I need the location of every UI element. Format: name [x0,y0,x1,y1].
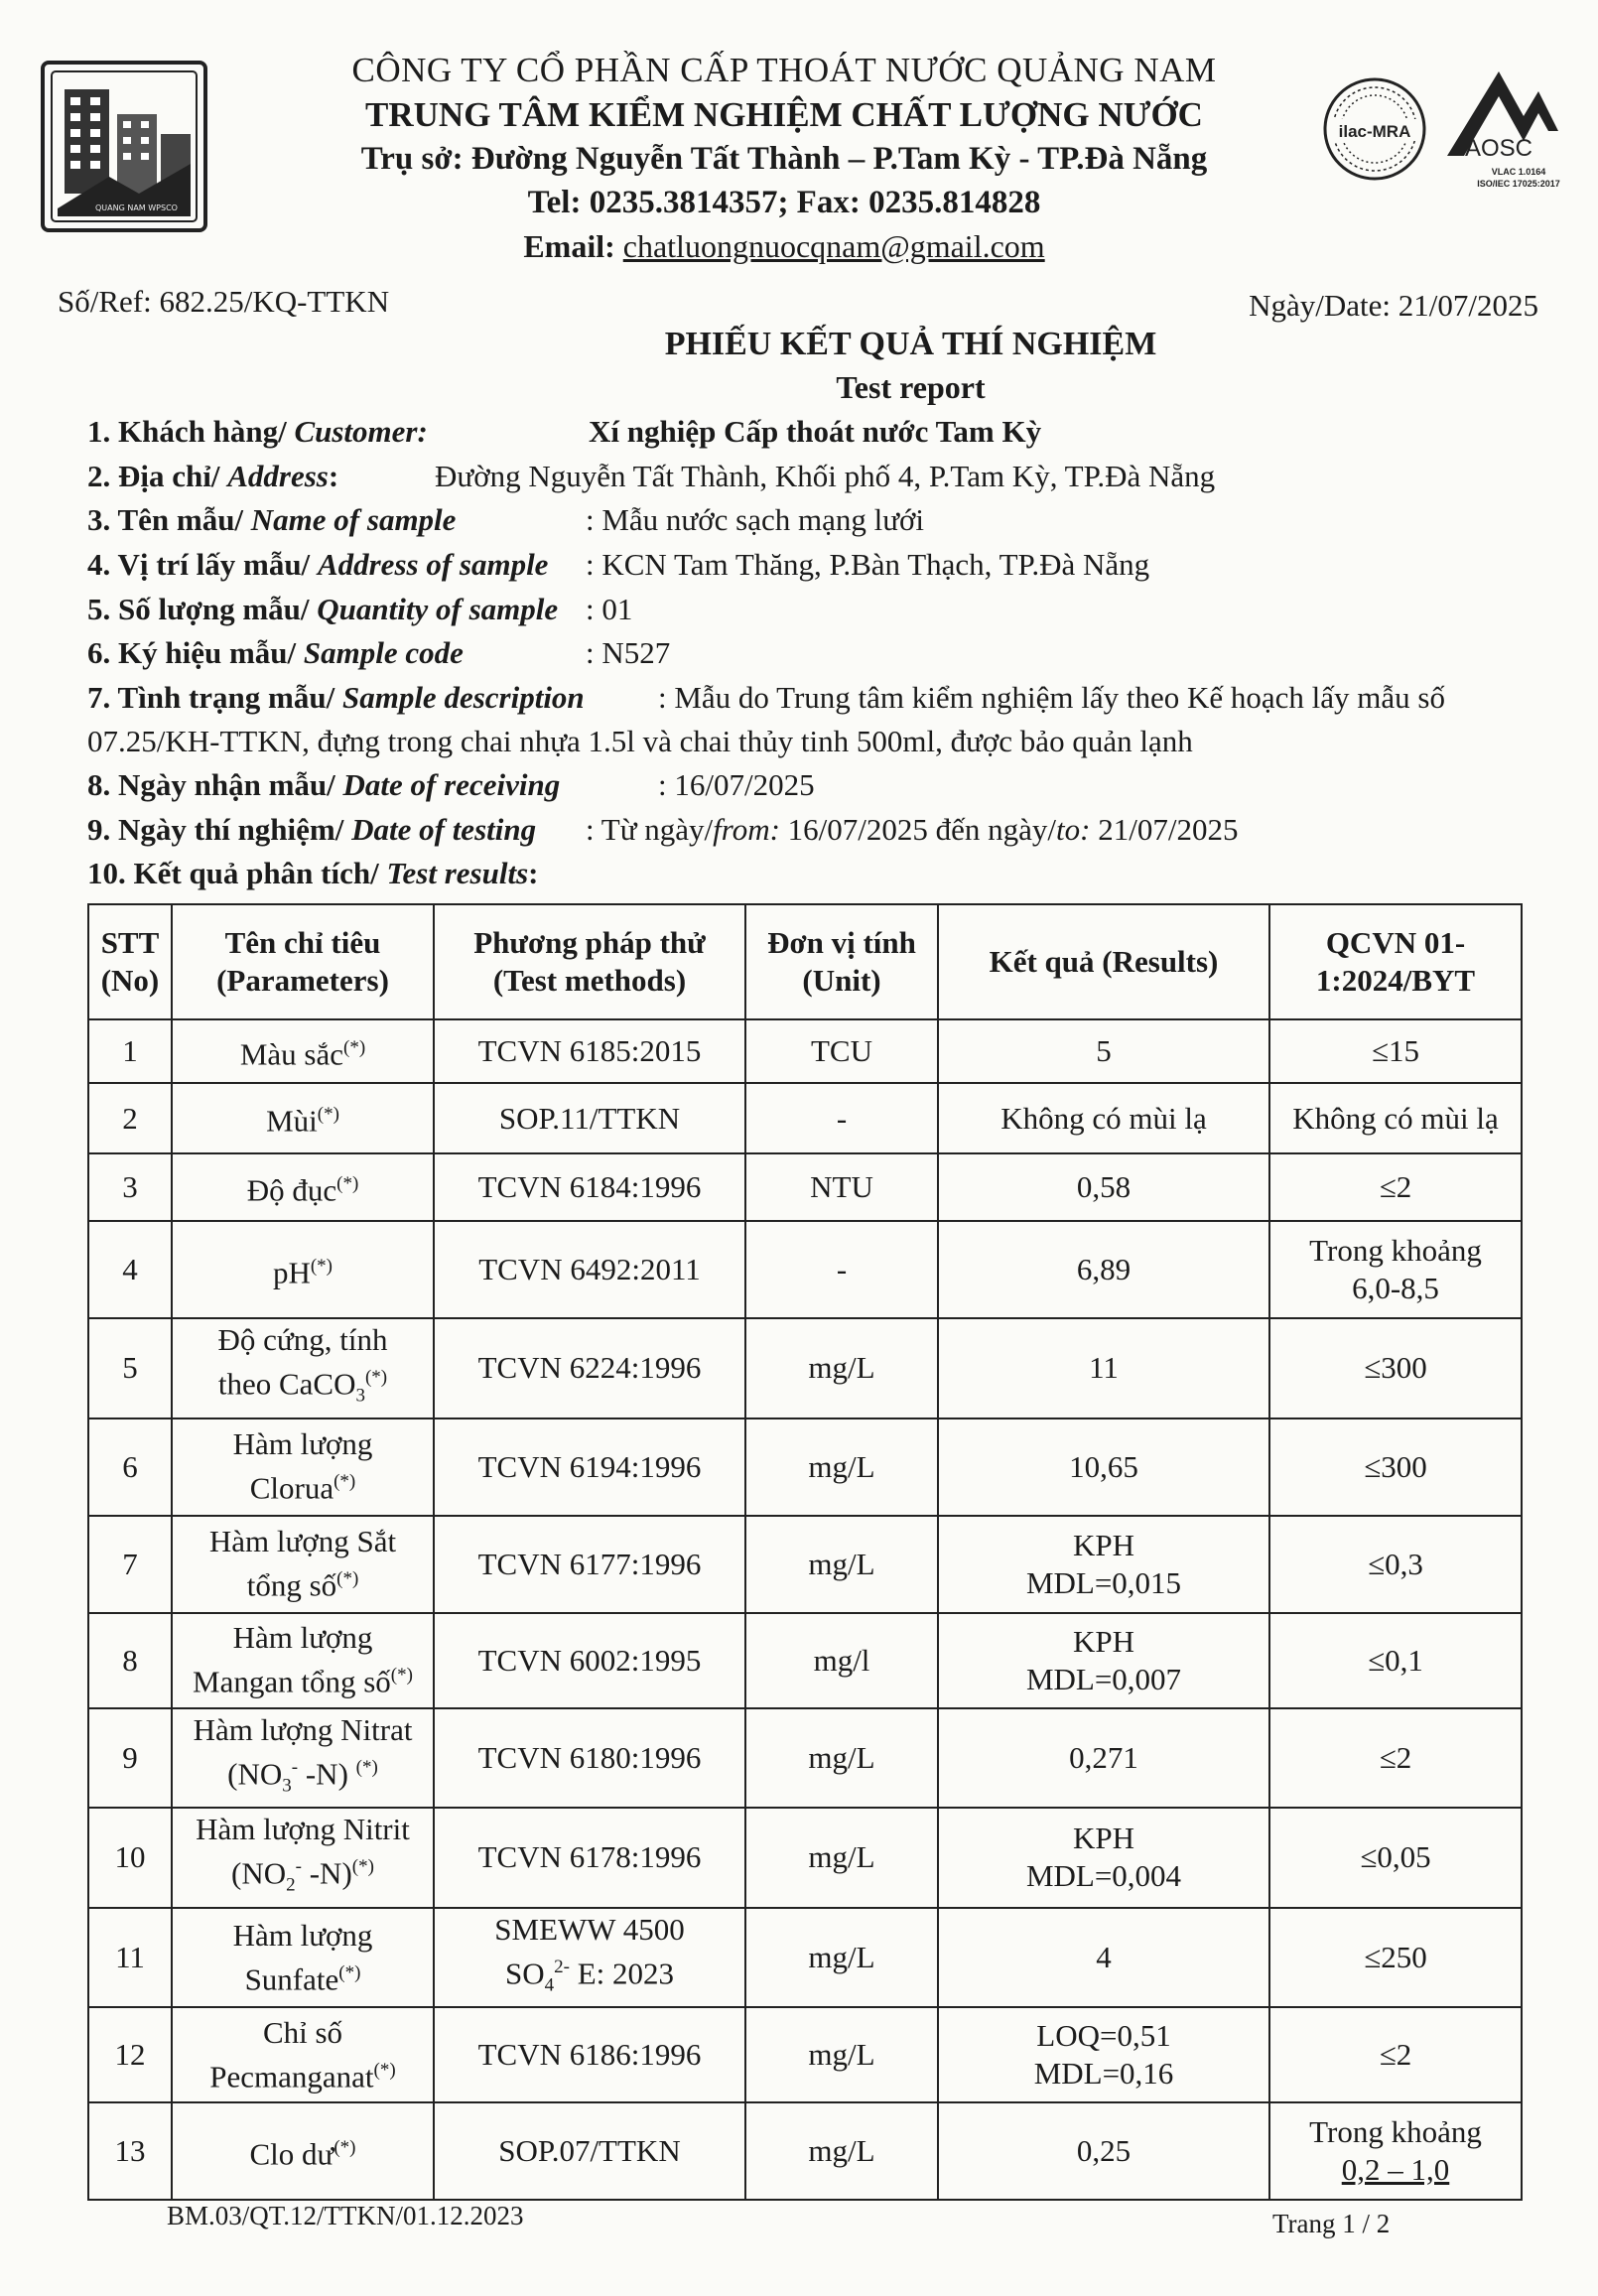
table-row [88,1708,1522,1809]
address-value: Đường Nguyễn Tất Thành, Khối phố 4, P.Tam Kỳ, TP.Đà Nẵng [435,459,1216,493]
sample-description-value-1: : Mẫu do Trung tâm kiểm nghiệm lấy theo Kế hoạch lấy mẫu số [658,680,1445,715]
cell-result: 6,89 [938,1221,1269,1318]
report-date: Ngày/Date: 21/07/2025 [1249,288,1538,323]
cell-result: 10,65 [938,1418,1269,1516]
receive-date-label: 8. Ngày nhận mẫu/ Date of receiving [87,767,561,802]
cell-result: 4 [938,1908,1269,2008]
cell-parameter: pH(*) [172,1221,434,1318]
cell-unit: mg/l [745,1613,938,1708]
center-name: TRUNG TÂM KIỂM NGHIỆM CHẤT LƯỢNG NƯỚC [365,95,1203,134]
reference-number: Số/Ref: 682.25/KQ-TTKN [58,284,390,319]
header-parameters: Tên chỉ tiêu (Parameters) [172,904,434,1019]
sample-quantity-line [87,592,633,627]
cell-result: Không có mùi lạ [938,1083,1269,1153]
email-link[interactable]: chatluongnuocqnam@gmail.com [622,228,1045,264]
cell-unit: mg/L [745,2102,938,2200]
header [248,48,1320,268]
sample-location-line [87,547,1150,583]
test-date-value: : Từ ngày/from: 16/07/2025 đến ngày/to: 21/07/2025 [586,812,1239,847]
header-unit: Đơn vị tính (Unit) [745,904,938,1019]
cell-method: SMEWW 4500 $SO_4^{2-}$ E: 2023 [434,1908,745,2008]
table-row [88,2102,1522,2200]
sample-code-value: : N527 [586,635,671,670]
table-row [88,1418,1522,1516]
cell-standard: ≤0,1 [1269,1613,1522,1708]
cell-standard: ≤2 [1269,2007,1522,2102]
cell-result: 0,25 [938,2102,1269,2200]
head-office-address: Trụ sở: Đường Nguyễn Tất Thành – P.Tam Kỳ - TP.Đà Nẵng [360,141,1208,177]
cell-standard: ≤2 [1269,1153,1522,1221]
test-date-line [87,812,1239,848]
cell-standard: ≤300 [1269,1418,1522,1516]
cell-method: TCVN 6186:1996 [434,2007,745,2102]
cell-unit: mg/L [745,1318,938,1418]
sample-name-line [87,502,925,538]
cell-unit: mg/L [745,1418,938,1516]
cell-standard: ≤0,05 [1269,1808,1522,1908]
table-header-row [88,904,1522,1019]
sample-location-label: 4. Vị trí lấy mẫu/ Address of sample [87,547,549,582]
cell-parameter: Hàm lượng Mangan tổng số(*) [172,1613,434,1708]
cell-parameter: Hàm lượng Sunfate(*) [172,1908,434,2008]
company-name: CÔNG TY CỔ PHẦN CẤP THOÁT NƯỚC QUẢNG NAM [351,51,1217,89]
cell-no: 12 [88,2007,172,2102]
report-title: PHIẾU KẾT QUẢ THÍ NGHIỆM [664,326,1157,362]
cell-parameter: Độ đục(*) [172,1153,434,1221]
cell-no: 3 [88,1153,172,1221]
cell-no: 9 [88,1708,172,1809]
sample-quantity-value: : 01 [586,592,633,626]
cell-standard: ≤300 [1269,1318,1522,1418]
cell-method: SOP.07/TTKN [434,2102,745,2200]
cell-no: 13 [88,2102,172,2200]
cell-method: TCVN 6177:1996 [434,1516,745,1613]
cell-no: 8 [88,1613,172,1708]
cell-result: KPH MDL=0,015 [938,1516,1269,1613]
cell-parameter: Hàm lượng Sắt tổng số(*) [172,1516,434,1613]
table-row [88,1318,1522,1418]
cell-method: TCVN 6002:1995 [434,1613,745,1708]
cell-parameter: Hàm lượng Nitrit ($NO_2^-$ -N)(*) [172,1808,434,1908]
test-results-line [87,856,538,891]
sample-name-label: 3. Tên mẫu/ Name of sample [87,502,457,537]
sample-description-value-2: 07.25/KH-TTKN, đựng trong chai nhựa 1.5l và chai thủy tinh 500ml, được bảo quản lạnh [87,724,1193,758]
cell-no: 1 [88,1019,172,1083]
table-row [88,1908,1522,2008]
cell-no: 6 [88,1418,172,1516]
cell-parameter: Hàm lượng Nitrat ($NO_3^-$ -N) (*) [172,1708,434,1809]
sample-description-line [87,680,1445,716]
cell-no: 11 [88,1908,172,2008]
cell-parameter: Mùi(*) [172,1083,434,1153]
customer-label: 1. Khách hàng/ Customer: [87,414,428,449]
cell-method: TCVN 6492:2011 [434,1221,745,1318]
table-row [88,1083,1522,1153]
cell-standard: ≤0,3 [1269,1516,1522,1613]
cell-standard: ≤15 [1269,1019,1522,1083]
customer-line [87,414,1042,450]
ilac-text: ilac-MRA [1338,122,1411,141]
cell-parameter: Chỉ số Pecmanganat(*) [172,2007,434,2102]
receive-date-value: : 16/07/2025 [658,767,815,802]
form-code: BM.03/QT.12/TTKN/01.12.2023 [167,2201,524,2230]
cell-unit: mg/L [745,1708,938,1809]
cell-result: 0,58 [938,1153,1269,1221]
header-standard: QCVN 01- 1:2024/BYT [1269,904,1522,1019]
aosc-logo [1439,62,1568,201]
cell-result: 5 [938,1019,1269,1083]
aosc-sub2: ISO/IEC 17025:2017 [1477,179,1560,189]
report-subtitle: Test report [836,369,986,405]
email-label: Email: [523,228,623,264]
cell-method: SOP.11/TTKN [434,1083,745,1153]
cell-unit: mg/L [745,1808,938,1908]
sample-code-line [87,635,671,671]
cell-no: 5 [88,1318,172,1418]
cell-unit: - [745,1083,938,1153]
cell-unit: mg/L [745,2007,938,2102]
sample-description-label: 7. Tình trạng mẫu/ Sample description [87,680,585,715]
table-row [88,1613,1522,1708]
table-row [88,1153,1522,1221]
cell-method: TCVN 6194:1996 [434,1418,745,1516]
cell-method: TCVN 6180:1996 [434,1708,745,1809]
sample-name-value: : Mẫu nước sạch mạng lưới [586,502,925,537]
sample-quantity-label: 5. Số lượng mẫu/ Quantity of sample [87,592,559,626]
logo-text: QUANG NAM WPSCO [95,203,178,212]
aosc-sub1: VLAC 1.0164 [1491,167,1546,177]
cell-standard: Trong khoảng 0,2 – 1,0 [1269,2102,1522,2200]
results-table [87,903,1523,2201]
test-results-label: 10. Kết quả phân tích/ Test results: [87,856,539,890]
cell-method: TCVN 6178:1996 [434,1808,745,1908]
cell-parameter: Hàm lượng Clorua(*) [172,1418,434,1516]
header-results: Kết quả (Results) [938,904,1269,1019]
table-row [88,1516,1522,1613]
cell-method: TCVN 6185:2015 [434,1019,745,1083]
header-no: STT (No) [88,904,172,1019]
table-row [88,1221,1522,1318]
cell-no: 10 [88,1808,172,1908]
cell-unit: mg/L [745,1908,938,2008]
address-label: 2. Địa chỉ/ Address: [87,459,339,493]
cell-result: LOQ=0,51 MDL=0,16 [938,2007,1269,2102]
cell-method: TCVN 6224:1996 [434,1318,745,1418]
cell-unit: - [745,1221,938,1318]
sample-code-label: 6. Ký hiệu mẫu/ Sample code [87,635,464,670]
address-line [87,459,1216,494]
ilac-mra-logo [1320,68,1429,197]
cell-result: KPH MDL=0,007 [938,1613,1269,1708]
aosc-text: AOSC [1464,135,1533,162]
cell-unit: NTU [745,1153,938,1221]
cell-no: 7 [88,1516,172,1613]
table-row [88,1019,1522,1083]
phone-fax: Tel: 0235.3814357; Fax: 0235.814828 [527,185,1041,220]
cell-standard: Không có mùi lạ [1269,1083,1522,1153]
page-number: Trang 1 / 2 [1272,2209,1391,2238]
cell-method: TCVN 6184:1996 [434,1153,745,1221]
cell-parameter: Độ cứng, tính theo CaCO$_3$(*) [172,1318,434,1418]
cell-parameter: Clo dư(*) [172,2102,434,2200]
receive-date-line [87,767,815,803]
cell-unit: mg/L [745,1516,938,1613]
table-row [88,1808,1522,1908]
table-row [88,2007,1522,2102]
sample-location-value: : KCN Tam Thăng, P.Bàn Thạch, TP.Đà Nẵng [586,547,1150,582]
cell-result: KPH MDL=0,004 [938,1808,1269,1908]
header-methods: Phương pháp thử (Test methods) [434,904,745,1019]
cell-unit: TCU [745,1019,938,1083]
test-date-label: 9. Ngày thí nghiệm/ Date of testing [87,812,537,847]
cell-result: 11 [938,1318,1269,1418]
cell-standard: Trong khoảng 6,0-8,5 [1269,1221,1522,1318]
email-line [248,224,1320,268]
cell-standard: ≤2 [1269,1708,1522,1809]
cell-no: 2 [88,1083,172,1153]
cell-result: 0,271 [938,1708,1269,1809]
cell-parameter: Màu sắc(*) [172,1019,434,1083]
customer-value: Xí nghiệp Cấp thoát nước Tam Kỳ [589,414,1042,449]
cell-standard: ≤250 [1269,1908,1522,2008]
cell-no: 4 [88,1221,172,1318]
